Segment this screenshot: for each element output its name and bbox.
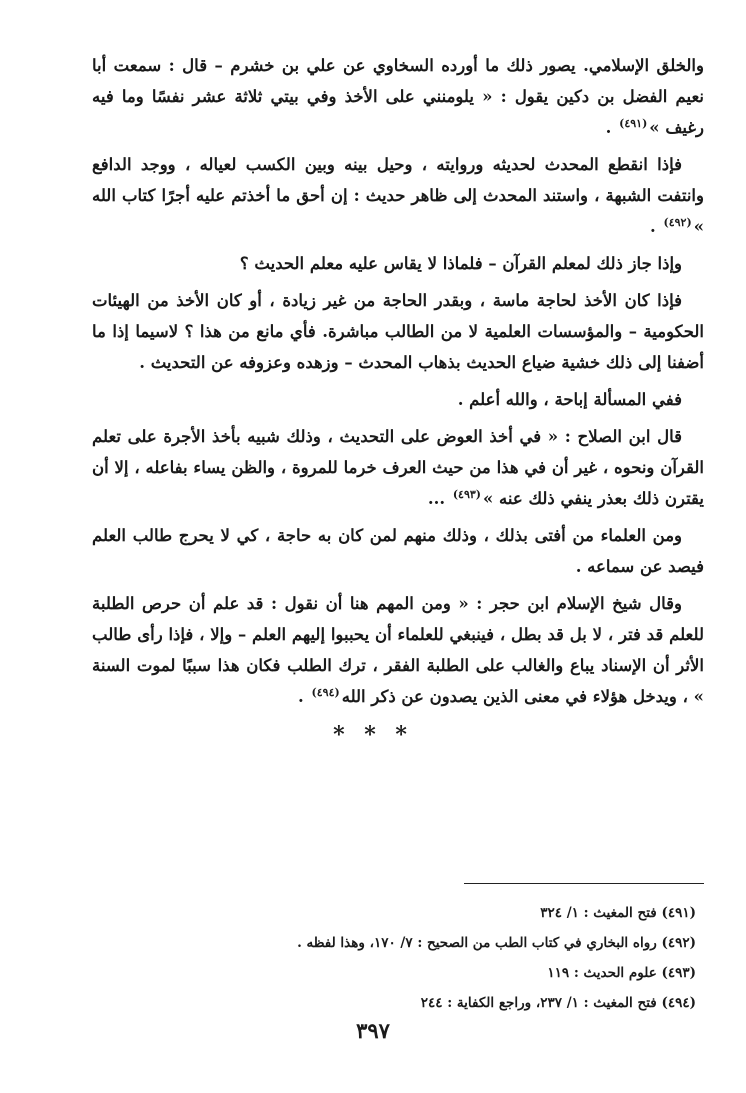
paragraph: فإذا كان الأخذ لحاجة ماسة ، وبقدر الحاجة من غير زيادة ، أو كان الأخذ من الهيئات الحكومية – والمؤسسات العلمية لا من الطالب مباشرة. فأي مانع من هذا ؟ لاسيما إذا ما أضفنا إلى ذلك خشية ضياع الحديث بذهاب المحدث – وزهده وعزوفه عن التحديث . <box>92 291 704 372</box>
footnote-ref: (٤٩٢) <box>663 215 692 229</box>
paragraph <box>92 50 704 143</box>
footnote: (٤٩٣) علوم الحديث : ١١٩ <box>547 965 696 981</box>
paragraph <box>92 421 704 514</box>
footnote-ref: (٤٩١) <box>619 116 648 130</box>
footnote: (٤٩٢) رواه البخاري في كتاب الطب من الصحيح : ٧/ ١٧٠، وهذا لفظه . <box>297 935 696 951</box>
footnote: (٤٩٤) فتح المغيث : ١/ ٢٣٧، وراجع الكفاية : ٢٤٤ <box>420 995 696 1011</box>
main-text <box>92 50 704 718</box>
paragraph <box>92 149 704 242</box>
footnotes <box>92 898 704 1018</box>
paragraph: ومن العلماء من أفتى بذلك ، وذلك منهم لمن كان به حاجة ، كي لا يحرج طالب العلم فيصد عن سماعه . <box>92 526 704 576</box>
footnote: (٤٩١) فتح المغيث : ١/ ٣٢٤ <box>540 905 696 921</box>
paragraph-text: قال ابن الصلاح : « في أخذ العوض على التحديث ، وذلك شبيه بأخذ الأجرة على تعلم القرآن ونحوه ، غير أن في هذا من حيث العرف خرما للمروة ، والظن يساء بفاعله ، إلا أن يقترن ذلك بعذر ينفي ذلك عنه » <box>92 427 704 508</box>
paragraph-text: فإذا انقطع المحدث لحديثه وروايته ، وحيل بينه وبين الكسب لعياله ، ووجد الدافع وانتفت الشبهة ، واستند المحدث إلى ظاهر حديث : إن أحق ما أخذتم عليه أجرًا كتاب الله » <box>92 155 704 236</box>
footnote-divider <box>464 883 704 884</box>
paragraph-tail: ... <box>427 489 451 508</box>
paragraph: وإذا جاز ذلك لمعلم القرآن – فلماذا لا يقاس عليه معلم الحديث ؟ <box>239 254 682 273</box>
section-separator: * * * <box>333 722 413 748</box>
paragraph-tail: . <box>298 687 310 706</box>
footnote-ref: (٤٩٣) <box>452 487 481 501</box>
paragraph-tail: . <box>650 217 662 236</box>
paragraph-text: والخلق الإسلامي. يصور ذلك ما أورده السخاوي عن علي بن خشرم – قال : سمعت أبا نعيم الفضل بن دكين يقول : « يلومنني على الأخذ وفي بيتي ثلاثة عشر نفسًا وما فيه رغيف » <box>92 56 704 137</box>
paragraph-tail: . <box>605 118 618 137</box>
paragraph: ففي المسألة إباحة ، والله أعلم . <box>457 390 682 409</box>
paragraph-text: وقال شيخ الإسلام ابن حجر : « ومن المهم هنا أن نقول : قد علم أن حرص الطلبة للعلم قد فتر ، لا بل قد بطل ، فينبغي للعلماء أن يحببوا إليهم العلم – وإلا ، فإذا رأى طالب الأثر أن الإسناد يباع والغالب على الطلبة الفقر ، ترك الطلب فكان هذا سببًا لموت السنة » ، ويدخل هؤلاء في معنى الذين يصدون عن ذكر الله <box>92 594 704 706</box>
page-number: ٣٩٧ <box>356 1018 390 1043</box>
paragraph <box>92 588 704 712</box>
footnote-ref: (٤٩٤) <box>311 685 340 699</box>
